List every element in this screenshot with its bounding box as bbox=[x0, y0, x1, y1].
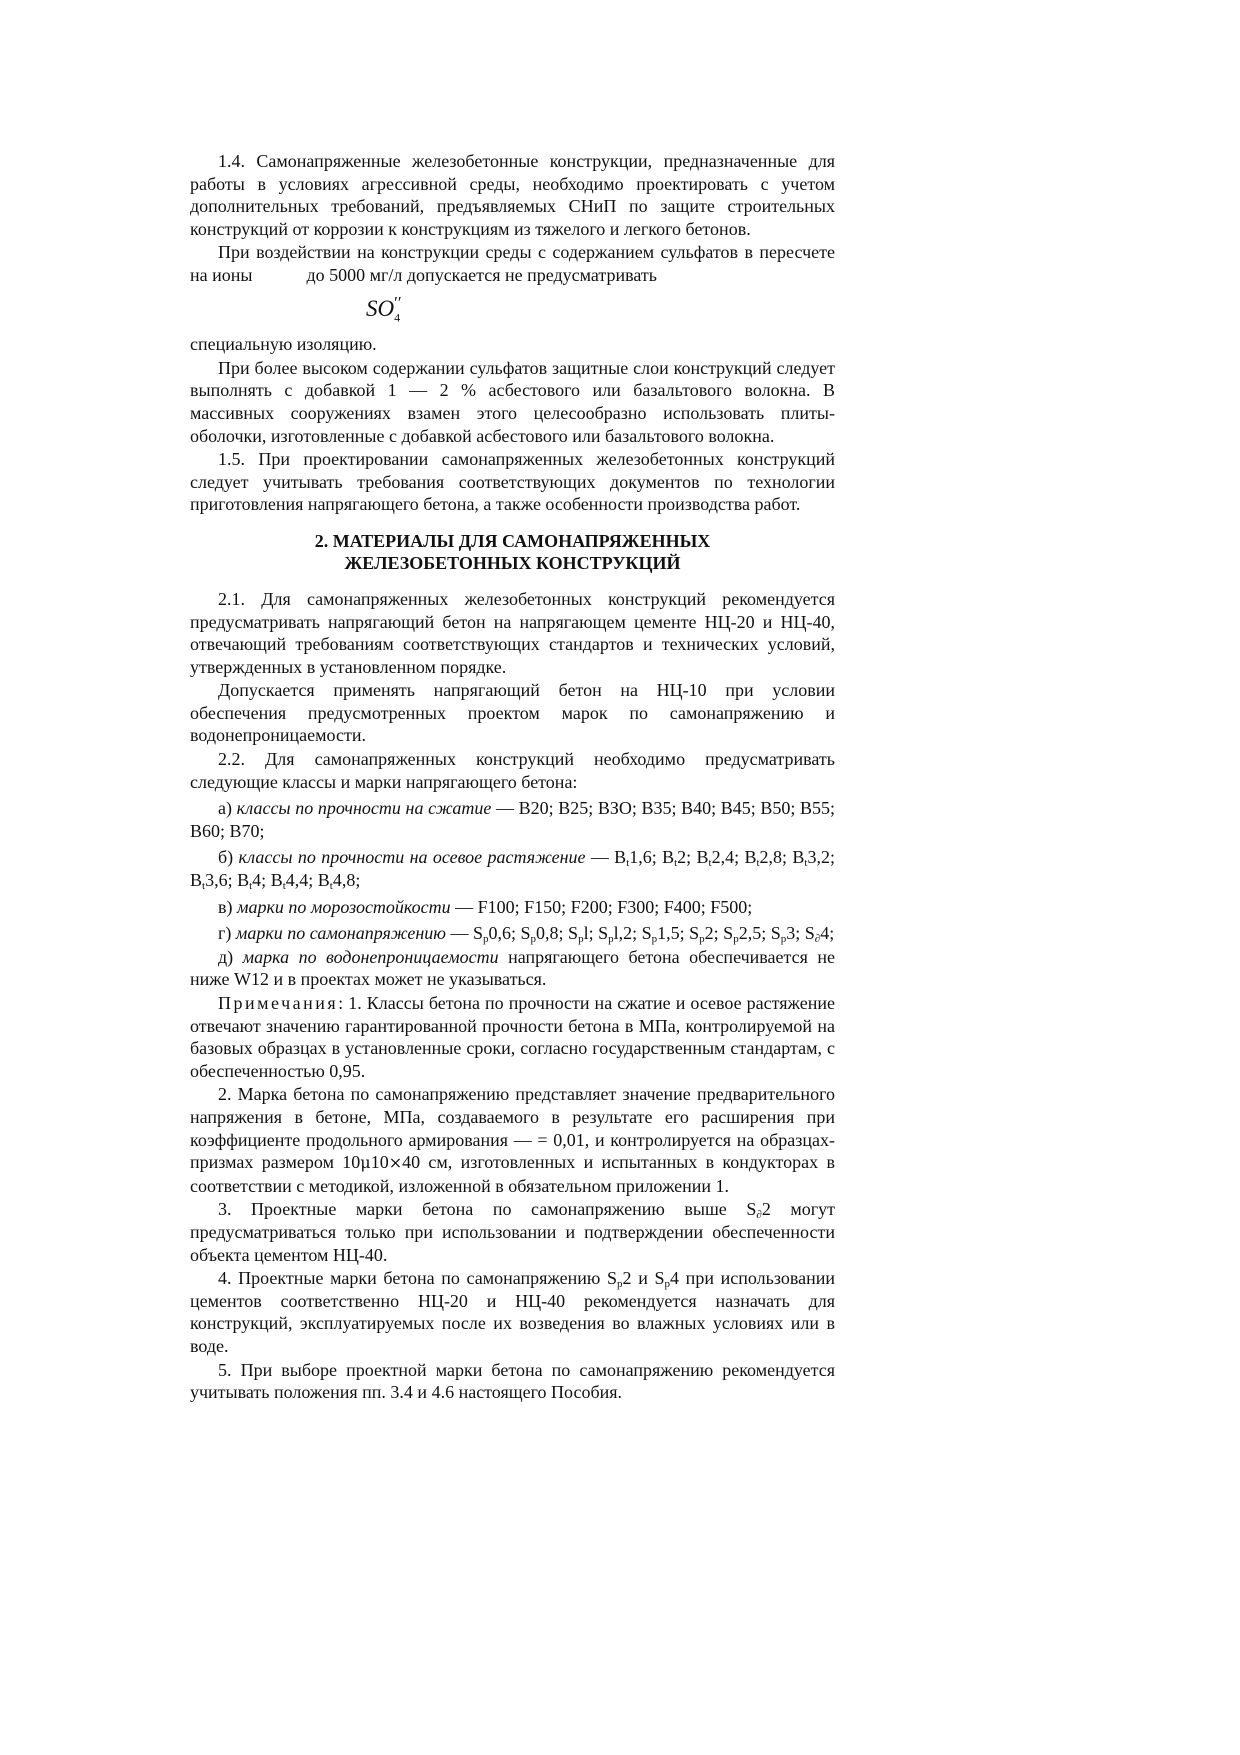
list-item-v-values: — F100; F150; F200; F300; F400; F500; bbox=[450, 896, 753, 917]
list-item-a-prefix: а) bbox=[218, 798, 237, 819]
sp-number: l; bbox=[583, 923, 599, 944]
paragraph-sulfate-ions: При воздействии на конструкции среды с содержанием сульфатов в пересчете на ионы до 5000 мг/л допускается не предусматривать bbox=[190, 242, 835, 285]
sp-grade-value bbox=[641, 923, 690, 946]
list-item-g-italic: марки по самонапряжению bbox=[235, 923, 446, 944]
list-item-d-rest: напрягающего бетона обеспечивается не ниже W12 и в проектах может не указываться. bbox=[190, 946, 835, 990]
sp-subscript: p bbox=[483, 933, 489, 946]
bt-subscript: t bbox=[674, 857, 678, 870]
bt-letter: B bbox=[190, 870, 203, 891]
sp-subscript: p bbox=[780, 933, 787, 946]
bt-letter: B bbox=[270, 870, 283, 891]
sp-number: l,2; bbox=[613, 923, 642, 944]
section-2-heading bbox=[190, 530, 835, 574]
sp-grade-value bbox=[689, 923, 724, 946]
note-4-text-c: 4 при использовании цементов соответственно НЦ-20 и НЦ-40 рекомендуется назначать для конструкций, эксплуатируемых после их возведения во влажных условиях или в воде. bbox=[190, 1268, 835, 1356]
sp-number: 2; bbox=[704, 923, 724, 944]
paragraph-2-2: 2.2. Для самонапряженных конструкций необходимо предусматривать следующие классы и марки напрягающего бетона: bbox=[190, 749, 835, 792]
list-item-b bbox=[190, 846, 835, 891]
sp-number: 0,6; bbox=[488, 923, 521, 944]
sp-letter: S bbox=[770, 923, 781, 944]
paragraph-2-1: 2.1. Для самонапряженных железобетонных конструкций рекомендуется предусматривать напрягающий бетон на напрягающем цементе НЦ-20 и НЦ-40, отвечающий требованиям соответствующих стандартов и технических условий, утвержденных в установленном порядке. bbox=[190, 588, 835, 677]
list-item-a-values: — B20; B25; ВЗО; B35; B40; B45; B50; B55; B60; B70; bbox=[190, 798, 836, 841]
list-item-d-prefix: д) bbox=[218, 946, 243, 967]
sp-number: 4; bbox=[820, 923, 835, 944]
bt-subscript: t bbox=[804, 857, 808, 870]
sp-letter: S bbox=[804, 923, 815, 944]
bt-class-value bbox=[317, 870, 361, 893]
note-4-text-b: 2 и S bbox=[622, 1268, 665, 1289]
bt-subscript: t bbox=[282, 880, 286, 893]
list-item-v-italic: марки по морозостойкости bbox=[237, 896, 451, 917]
note-2-text-c: 40 см, изготовленных и испытанных в кондукторах в соответствии с методикой, изложенной в обязательном приложении 1. bbox=[190, 1152, 835, 1196]
note-4-subscript-2: p bbox=[664, 1278, 671, 1291]
sp-subscript: p bbox=[608, 933, 614, 946]
list-item-v-prefix: в) bbox=[218, 896, 237, 917]
bt-subscript: t bbox=[249, 880, 253, 893]
formula-subscript: 4 bbox=[394, 310, 401, 325]
note-3-subscript: ∂ bbox=[756, 1209, 762, 1222]
list-item-b-italic: классы по прочности на осевое растяжение bbox=[238, 847, 586, 868]
bt-letter: B bbox=[696, 847, 709, 868]
note-2-text-b: 10 bbox=[370, 1152, 389, 1173]
paragraph-1-4: 1.4. Самонапряженные железобетонные конструкции, предназначенные для работы в условиях агрессивной среды, необходимо проектировать с учетом дополнительных требований, предъявляемых СНиП по защите строительных конструкций от коррозии к конструкциям из тяжелого и легкого бетонов. bbox=[190, 151, 835, 239]
sp-number: 1,5; bbox=[657, 923, 690, 944]
section-2-heading-line2: ЖЕЛЕЗОБЕТОННЫХ КОНСТРУКЦИЙ bbox=[344, 552, 681, 573]
times-symbol: × bbox=[388, 1153, 403, 1173]
paragraph-high-sulfate: При более высоком содержании сульфатов защитные слои конструкций следует выполнять с добавкой 1 — 2 % асбестового или базальтового волокна. В массивных сооружениях взамен этого целесообразно использовать плиты-оболочки, изготовленные с добавкой асбестового или базальтового волокна. bbox=[190, 357, 835, 446]
bt-subscript: t bbox=[756, 857, 760, 870]
sp-subscript: p bbox=[699, 933, 705, 946]
list-item-v bbox=[190, 896, 835, 919]
note-2-text-a: 2. Марка бетона по самонапряжению представляет значение предварительного напряжения в бетоне, МПа, создаваемого в результате его расширения при коэффициенте продольного армирования — = 0,01, и контролируется на образцах-призмах размером 10 bbox=[190, 1084, 835, 1173]
sp-letter: S bbox=[568, 923, 579, 944]
bt-letter: B bbox=[317, 870, 330, 891]
sp-grade-value bbox=[472, 923, 521, 946]
sp-grade-value bbox=[598, 923, 642, 946]
paragraph-nc10: Допускается применять напрягающий бетон на НЦ-10 при условии обеспечения предусмотренных проектом марок по самонапряжению и водонепроницаемости. bbox=[190, 680, 835, 746]
bt-number: 3,6; bbox=[205, 870, 238, 891]
sp-number: 0,8; bbox=[536, 923, 569, 944]
formula-so4 bbox=[190, 288, 835, 333]
bt-class-value bbox=[614, 847, 663, 870]
sp-subscript: p bbox=[530, 933, 537, 946]
bt-number: 2; bbox=[677, 847, 697, 868]
bt-class-value bbox=[190, 870, 238, 893]
list-item-g-dash: — bbox=[445, 923, 473, 944]
mu-symbol: μ bbox=[360, 1153, 371, 1173]
note-4 bbox=[190, 1267, 835, 1357]
bt-number: 4,8; bbox=[332, 870, 361, 891]
note-1 bbox=[190, 992, 835, 1082]
bt-number: 1,6; bbox=[629, 847, 663, 868]
bt-letter: B bbox=[662, 847, 675, 868]
note-4-text-a: 4. Проектные марки бетона по самонапряжению S bbox=[218, 1268, 618, 1289]
sp-subscript: p bbox=[651, 933, 658, 946]
sp-grade-value bbox=[770, 923, 805, 946]
bt-class-value bbox=[792, 847, 835, 870]
sp-letter: S bbox=[689, 923, 700, 944]
sp-letter: S bbox=[520, 923, 531, 944]
note-5: 5. При выборе проектной марки бетона по самонапряжению рекомендуется учитывать положения пп. 3.4 и 4.6 настоящего Пособия. bbox=[190, 1359, 835, 1403]
list-item-d bbox=[190, 946, 835, 991]
bt-letter: B bbox=[744, 847, 757, 868]
bt-letter: B bbox=[792, 847, 805, 868]
note-3 bbox=[190, 1198, 835, 1266]
formula-primes: ′′ bbox=[394, 292, 402, 312]
bt-subscript: t bbox=[329, 880, 333, 893]
sp-subscript: p bbox=[578, 933, 584, 946]
paragraph-1-5: 1.5. При проектировании самонапряженных железобетонных конструкций следует учитывать требования соответствующих документов по технологии приготовления напрягающего бетона, а также особенности производства работ. bbox=[190, 449, 835, 515]
list-item-g-values bbox=[472, 923, 835, 946]
section-2-heading-line1: 2. МАТЕРИАЛЫ ДЛЯ САМОНАПРЯЖЕННЫХ bbox=[314, 530, 711, 551]
bt-subscript: t bbox=[708, 857, 712, 870]
sp-grade-value bbox=[804, 923, 835, 946]
bt-subscript: t bbox=[626, 857, 630, 870]
note-2 bbox=[190, 1083, 835, 1197]
bt-class-value bbox=[744, 847, 793, 870]
list-item-b-prefix: б) bbox=[218, 847, 239, 868]
bt-subscript: t bbox=[202, 880, 206, 893]
bt-number: 4; bbox=[252, 870, 271, 891]
formula-symbol: SO bbox=[366, 295, 395, 321]
list-item-a-italic: классы по прочности на сжатие bbox=[236, 798, 492, 819]
note-1-text: : 1. Классы бетона по прочности на сжатие и осевое растяжение отвечают значению гарантированной прочности бетона в МПа, контролируемой на базовых образцах в установленные сроки, согласно государственным стандартам, с обеспеченностью 0,95. bbox=[190, 993, 835, 1081]
sp-grade-value bbox=[568, 923, 599, 946]
list-item-b-dash: — bbox=[585, 847, 615, 868]
note-3-text-b: 2 могут предусматриваться только при использовании и подтверждении обеспеченности объекта цементом НЦ-40. bbox=[190, 1199, 836, 1265]
note-3-text-a: 3. Проектные марки бетона по самонапряжению выше S bbox=[218, 1199, 757, 1220]
list-item-d-italic: марка по водонепроницаемости bbox=[242, 946, 499, 967]
sp-number: 3; bbox=[786, 923, 805, 944]
bt-class-value bbox=[270, 870, 318, 893]
paragraph-sulfate-tail: специальную изоляцию. bbox=[190, 334, 377, 355]
sp-grade-value bbox=[520, 923, 569, 946]
sp-subscript: p bbox=[733, 933, 739, 946]
list-item-g-prefix: г) bbox=[218, 923, 236, 944]
bt-class-value bbox=[237, 870, 271, 893]
bt-letter: B bbox=[237, 870, 250, 891]
notes-label: Примечания bbox=[218, 993, 339, 1013]
bt-letter: B bbox=[614, 847, 627, 868]
bt-number: 2,4; bbox=[711, 847, 745, 868]
bt-number: 2,8; bbox=[759, 847, 793, 868]
list-item-g bbox=[190, 922, 835, 945]
bt-class-value bbox=[662, 847, 697, 870]
sp-number: 2,5; bbox=[738, 923, 771, 944]
bt-class-value bbox=[696, 847, 745, 870]
note-4-subscript-1: p bbox=[617, 1278, 623, 1291]
bt-number: 4,4; bbox=[285, 870, 318, 891]
sp-subscript: ∂ bbox=[814, 933, 821, 946]
sp-letter: S bbox=[472, 923, 483, 944]
sp-letter: S bbox=[598, 923, 609, 944]
sp-letter: S bbox=[641, 923, 652, 944]
list-item-a bbox=[190, 797, 835, 842]
document-page bbox=[190, 150, 835, 1405]
sp-letter: S bbox=[723, 923, 734, 944]
bt-number: 3,2; bbox=[807, 847, 835, 868]
sp-grade-value bbox=[723, 923, 771, 946]
